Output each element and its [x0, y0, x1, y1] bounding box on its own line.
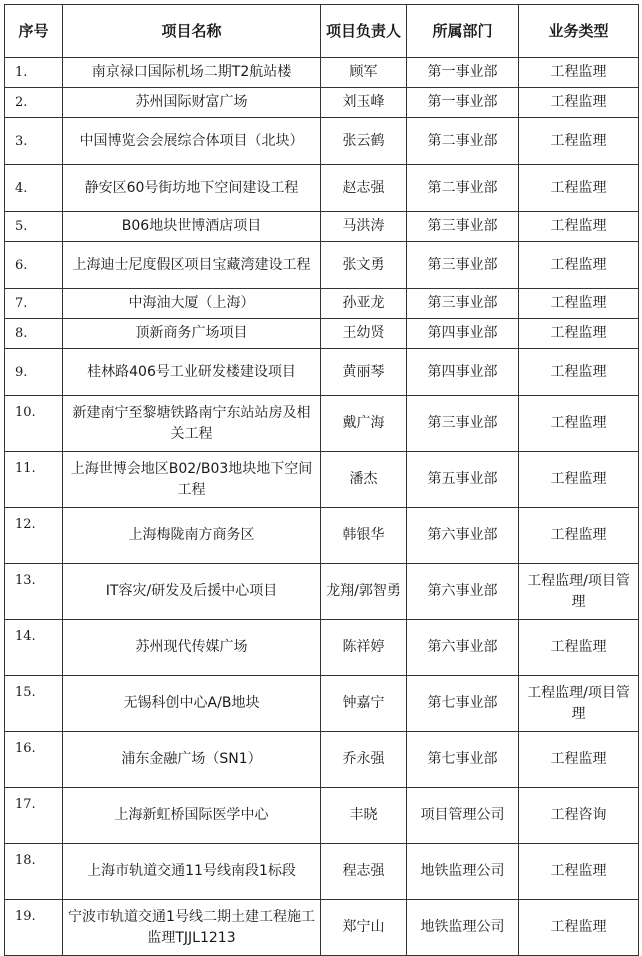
table-body	[5, 58, 639, 956]
cell-no: 9.	[5, 349, 63, 396]
header-department: 所属部门	[407, 5, 519, 58]
cell-business-type: 工程监理	[519, 900, 639, 956]
cell-project-leader: 张云鹤	[321, 118, 407, 165]
cell-project-leader: 王幼贤	[321, 319, 407, 349]
cell-business-type: 工程监理	[519, 452, 639, 508]
table-row	[5, 396, 639, 452]
cell-business-type: 工程监理	[519, 732, 639, 788]
cell-project-leader: 韩银华	[321, 508, 407, 564]
cell-no: 6.	[5, 242, 63, 289]
cell-department: 第五事业部	[407, 452, 519, 508]
table-row	[5, 900, 639, 956]
cell-business-type: 工程监理	[519, 620, 639, 676]
cell-no: 4.	[5, 165, 63, 212]
cell-project-name: 新建南宁至黎塘铁路南宁东站站房及相关工程	[63, 396, 321, 452]
cell-department: 第三事业部	[407, 396, 519, 452]
cell-department: 第三事业部	[407, 242, 519, 289]
cell-department: 第四事业部	[407, 319, 519, 349]
cell-project-name: 南京禄口国际机场二期T2航站楼	[63, 58, 321, 88]
cell-project-leader: 戴广海	[321, 396, 407, 452]
cell-department: 地铁监理公司	[407, 900, 519, 956]
cell-no: 7.	[5, 289, 63, 319]
project-table	[4, 4, 639, 956]
cell-business-type: 工程监理	[519, 242, 639, 289]
cell-no: 8.	[5, 319, 63, 349]
cell-no: 12.	[5, 508, 63, 564]
table-row	[5, 732, 639, 788]
cell-project-leader: 孙亚龙	[321, 289, 407, 319]
header-project-leader: 项目负责人	[321, 5, 407, 58]
cell-department: 第一事业部	[407, 58, 519, 88]
cell-no: 14.	[5, 620, 63, 676]
table-row	[5, 58, 639, 88]
cell-no: 1.	[5, 58, 63, 88]
cell-business-type: 工程监理	[519, 508, 639, 564]
cell-no: 13.	[5, 564, 63, 620]
cell-project-name: 桂林路406号工业研发楼建设项目	[63, 349, 321, 396]
cell-department: 第二事业部	[407, 165, 519, 212]
cell-business-type: 工程监理	[519, 289, 639, 319]
cell-project-leader: 刘玉峰	[321, 88, 407, 118]
cell-project-leader: 马洪涛	[321, 212, 407, 242]
cell-business-type: 工程监理	[519, 165, 639, 212]
cell-department: 第一事业部	[407, 88, 519, 118]
cell-project-name: B06地块世博酒店项目	[63, 212, 321, 242]
cell-project-name: 顶新商务广场项目	[63, 319, 321, 349]
cell-department: 第六事业部	[407, 508, 519, 564]
table-row	[5, 508, 639, 564]
cell-project-name: 上海市轨道交通11号线南段1标段	[63, 844, 321, 900]
cell-no: 18.	[5, 844, 63, 900]
cell-project-name: 苏州现代传媒广场	[63, 620, 321, 676]
cell-project-leader: 丰晓	[321, 788, 407, 844]
cell-business-type: 工程监理	[519, 212, 639, 242]
cell-no: 2.	[5, 88, 63, 118]
table-row	[5, 165, 639, 212]
table-row	[5, 788, 639, 844]
table-row	[5, 289, 639, 319]
table-row	[5, 844, 639, 900]
cell-business-type: 工程监理	[519, 396, 639, 452]
table-row	[5, 564, 639, 620]
cell-project-leader: 潘杰	[321, 452, 407, 508]
cell-project-name: 无锡科创中心A/B地块	[63, 676, 321, 732]
cell-project-leader: 程志强	[321, 844, 407, 900]
cell-business-type: 工程监理/项目管理	[519, 564, 639, 620]
cell-no: 15.	[5, 676, 63, 732]
cell-department: 第二事业部	[407, 118, 519, 165]
cell-department: 地铁监理公司	[407, 844, 519, 900]
cell-business-type: 工程监理	[519, 118, 639, 165]
cell-project-leader: 龙翔/郭智勇	[321, 564, 407, 620]
cell-project-leader: 郑宁山	[321, 900, 407, 956]
cell-project-name: 中海油大厦（上海）	[63, 289, 321, 319]
table-row	[5, 88, 639, 118]
cell-business-type: 工程监理/项目管理	[519, 676, 639, 732]
table-row	[5, 620, 639, 676]
table-row	[5, 349, 639, 396]
cell-project-name: 宁波市轨道交通1号线二期土建工程施工监理TJJL1213	[63, 900, 321, 956]
cell-business-type: 工程监理	[519, 58, 639, 88]
cell-project-name: 苏州国际财富广场	[63, 88, 321, 118]
cell-department: 第七事业部	[407, 732, 519, 788]
cell-no: 5.	[5, 212, 63, 242]
table-row	[5, 212, 639, 242]
cell-business-type: 工程监理	[519, 844, 639, 900]
table-row	[5, 118, 639, 165]
cell-no: 10.	[5, 396, 63, 452]
cell-business-type: 工程监理	[519, 319, 639, 349]
cell-department: 第三事业部	[407, 289, 519, 319]
cell-project-name: IT容灾/研发及后援中心项目	[63, 564, 321, 620]
table-header-row	[5, 5, 639, 58]
cell-project-name: 上海世博会地区B02/B03地块地下空间工程	[63, 452, 321, 508]
cell-project-name: 上海迪士尼度假区项目宝藏湾建设工程	[63, 242, 321, 289]
table-row	[5, 319, 639, 349]
cell-project-leader: 黄丽琴	[321, 349, 407, 396]
cell-project-name: 上海新虹桥国际医学中心	[63, 788, 321, 844]
cell-department: 项目管理公司	[407, 788, 519, 844]
cell-project-leader: 乔永强	[321, 732, 407, 788]
cell-no: 11.	[5, 452, 63, 508]
cell-project-name: 上海梅陇南方商务区	[63, 508, 321, 564]
cell-project-name: 浦东金融广场（SN1）	[63, 732, 321, 788]
cell-department: 第三事业部	[407, 212, 519, 242]
header-business-type: 业务类型	[519, 5, 639, 58]
cell-project-leader: 张文勇	[321, 242, 407, 289]
cell-project-leader: 顾军	[321, 58, 407, 88]
header-project-name: 项目名称	[63, 5, 321, 58]
cell-no: 19.	[5, 900, 63, 956]
table-row	[5, 452, 639, 508]
cell-no: 17.	[5, 788, 63, 844]
table-row	[5, 242, 639, 289]
cell-project-leader: 赵志强	[321, 165, 407, 212]
cell-department: 第七事业部	[407, 676, 519, 732]
cell-project-leader: 钟嘉宁	[321, 676, 407, 732]
cell-project-leader: 陈祥婷	[321, 620, 407, 676]
header-no: 序号	[5, 5, 63, 58]
cell-project-name: 静安区60号街坊地下空间建设工程	[63, 165, 321, 212]
cell-department: 第六事业部	[407, 620, 519, 676]
cell-business-type: 工程咨询	[519, 788, 639, 844]
cell-department: 第四事业部	[407, 349, 519, 396]
cell-project-name: 中国博览会会展综合体项目（北块）	[63, 118, 321, 165]
cell-department: 第六事业部	[407, 564, 519, 620]
cell-no: 3.	[5, 118, 63, 165]
cell-business-type: 工程监理	[519, 349, 639, 396]
cell-business-type: 工程监理	[519, 88, 639, 118]
cell-no: 16.	[5, 732, 63, 788]
table-row	[5, 676, 639, 732]
